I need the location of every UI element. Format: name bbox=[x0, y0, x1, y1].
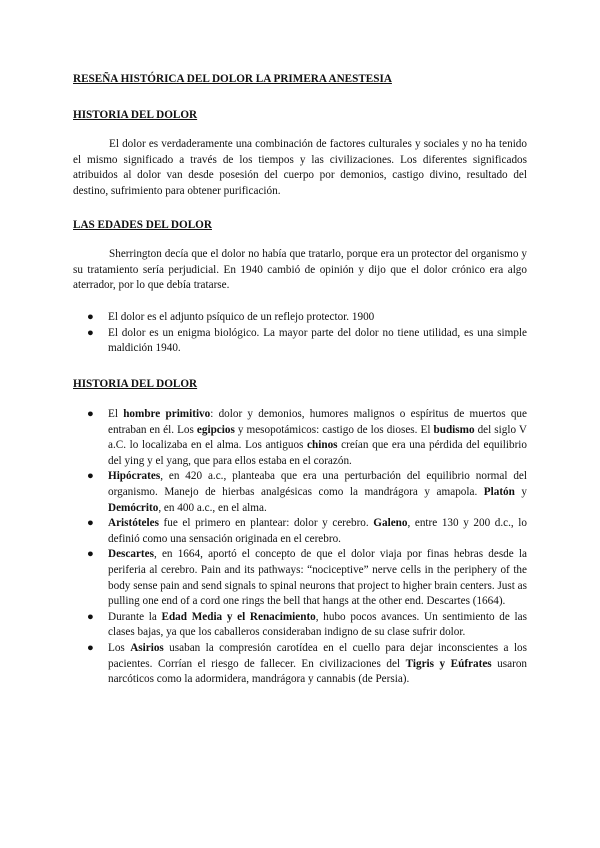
bullet-icon: ● bbox=[87, 641, 94, 654]
bullet-text: El dolor es un enigma biológico. La mayor parte del dolor no tiene utilidad, es una simple maldición 1940. bbox=[108, 326, 527, 355]
list-item: ● Los Asirios usaban la compresión carotídea en el cuello para dejar inconscientes a los pacientes. Corrían el riesgo de fallecer. En civilizaciones del Tigris y Eúfrates usaron narcóticos como la adormidera, mandrágora y cannabis (de Persia). bbox=[87, 641, 528, 686]
list-item bbox=[73, 326, 527, 357]
section-heading-historia: HISTORIA DEL DOLOR bbox=[73, 109, 198, 121]
section-heading-edades: LAS EDADES DEL DOLOR bbox=[73, 219, 212, 231]
bullet-icon: ● bbox=[87, 517, 94, 530]
bullet-icon: ● bbox=[87, 470, 94, 483]
bullet-icon: ● bbox=[87, 311, 94, 323]
list-item: ● Descartes, en 1664, aportó el concepto de que el dolor viaja por finas hebras desde la periferia al cerebro. Pain and its pathways: “nociceptive” nerve cells in the periphery of the body sense pain and send signals to spinal neurons that project to higher brain centers. Just as pulling one end of a cord one rings the bell that hangs at the other end. Descartes (1664). bbox=[87, 548, 527, 608]
list-item bbox=[73, 310, 527, 326]
bullet-list-edades bbox=[73, 310, 527, 357]
bullet-icon: ● bbox=[87, 408, 94, 420]
bullet-icon: ● bbox=[87, 610, 94, 623]
bullet-text: El dolor es el adjunto psíquico de un reflejo protector. 1900 bbox=[108, 311, 375, 323]
bullet-icon: ● bbox=[87, 548, 94, 561]
list-item: ● Hipócrates, en 420 a.c., planteaba que era una perturbación del equilibrio normal del organismo. Manejo de hierbas analgésicas como la mandrágora y amapola. Platón y Demócrito, en 400 a.c., en el alma. bbox=[87, 470, 528, 514]
bullet-icon: ● bbox=[87, 326, 94, 339]
list-item: ● Durante la Edad Media y el Renacimiento, hubo pocos avances. Un sentimiento de las clases bajas, ya que los caballeros consideraban indigno de su clase sufrir dolor. bbox=[87, 610, 527, 639]
list-item: ● Aristóteles fue el primero en plantear: dolor y cerebro. Galeno, entre 130 y 200 d.c., lo definió como una sensación originada en el cerebro. bbox=[87, 517, 527, 545]
paragraph-sherrington: Sherrington decía que el dolor no había que tratarlo, porque era un protector del organismo y su tratamiento sería perjudicial. En 1940 cambió de opinión y dijo que el dolor crónico era algo aterrador, por lo que debía tratarse. bbox=[73, 248, 527, 292]
list-item: ● El hombre primitivo: dolor y demonios, humores malignos o espíritus de muertos que entraban en él. Los egipcios y mesopotámicos: castigo de los dioses. El budismo del siglo V a.C. lo localizaba en el alma. Los antiguos chinos creían que era una pérdida del equilibrio del ying y el yang, que para ellos estaba en el corazón. bbox=[87, 408, 527, 467]
document-title: RESEÑA HISTÓRICA DEL DOLOR LA PRIMERA ANESTESIA bbox=[73, 73, 392, 85]
section-heading-historia-2: HISTORIA DEL DOLOR bbox=[73, 378, 198, 390]
bullet-list-historia bbox=[73, 407, 527, 688]
paragraph-historia: El dolor es verdaderamente una combinación de factores culturales y sociales y no ha tenido el mismo significado a través de los tiempos y las civilizaciones. Los diferentes significados atribuidos al dolor van desde posesión del cuerpo por demonios, castigo divino, resultado del destino, sufrimiento para obtener purificación. bbox=[73, 138, 527, 197]
